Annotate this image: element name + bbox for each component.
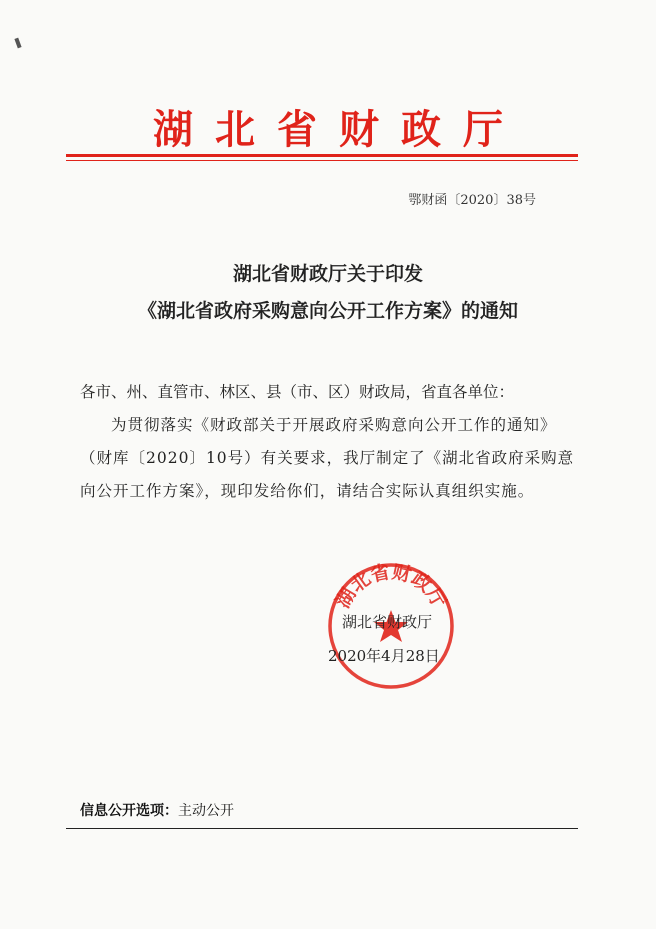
document-title-line-2: 《湖北省政府采购意向公开工作方案》的通知 [137,300,518,322]
scan-speck [14,38,21,49]
letterhead-rule-thin [66,160,578,161]
disclosure-label: 信息公开选项： [80,803,178,819]
seal-text: 湖北省财政厅 [331,560,451,612]
letterhead-rule-thick [66,154,578,157]
disclosure-option [80,800,234,820]
footer-rule [66,828,578,829]
document-title-line-1: 湖北省财政厅关于印发 [232,263,423,285]
disclosure-value: 主动公开 [178,803,234,819]
body-paragraph: 为贯彻落实《财政部关于开展政府采购意向公开工作的通知》（财库〔2020〕10号）有关要求，我厅制定了《湖北省政府采购意向公开工作方案》，现印发给你们，请结合实际认真组织实施。 [80,416,575,500]
letterhead-title: 湖北省财政厅 [153,106,525,153]
document-number: 鄂财函〔2020〕38号 [408,193,536,208]
signature-date: 2020年4月28日 [328,647,440,665]
signature-issuer: 湖北省财政厅 [342,613,433,631]
svg-text:湖北省财政厅 [331,560,450,612]
salutation: 各市、州、直管市、林区、县（市、区）财政局，省直各单位： [80,383,515,401]
